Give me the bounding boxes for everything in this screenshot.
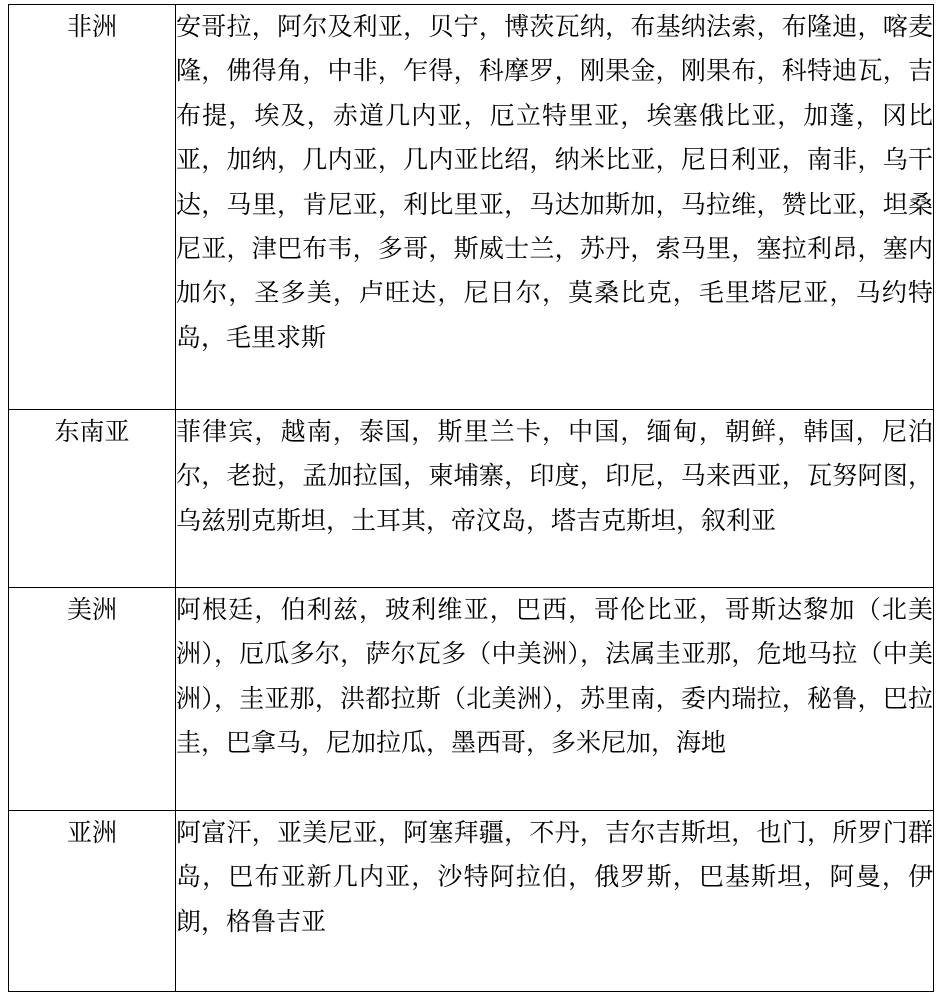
table-row (9, 5, 934, 410)
country-list-cell: 菲律宾，越南，泰国，斯里兰卡，中国，缅甸，朝鲜，韩国，尼泊尔，老挝，孟加拉国，柬埔寨，印度，印尼，马来西亚，瓦努阿图，乌兹别克斯坦，土耳其，帝汶岛，塔吉克斯坦，叙利亚 (176, 410, 934, 588)
country-list-cell: 阿富汗，亚美尼亚，阿塞拜疆，不丹，吉尔吉斯坦，也门，所罗门群岛，巴布亚新几内亚，沙特阿拉伯，俄罗斯，巴基斯坦，阿曼，伊朗，格鲁吉亚 (176, 811, 934, 992)
country-list-cell: 阿根廷，伯利兹，玻利维亚，巴西，哥伦比亚，哥斯达黎加（北美洲），厄瓜多尔，萨尔瓦多（中美洲），法属圭亚那，危地马拉（中美洲），圭亚那，洪都拉斯（北美洲），苏里南，委内瑞拉，秘鲁，巴拉圭，巴拿马，尼加拉瓜，墨西哥，多米尼加，海地 (176, 588, 934, 811)
region-name-cell: 美洲 (9, 588, 176, 811)
region-name-cell: 亚洲 (9, 811, 176, 992)
region-country-table (8, 4, 934, 992)
region-name-cell: 东南亚 (9, 410, 176, 588)
table-row (9, 410, 934, 588)
country-list-cell: 安哥拉，阿尔及利亚，贝宁，博茨瓦纳，布基纳法索，布隆迪，喀麦隆，佛得角，中非，乍得，科摩罗，刚果金，刚果布，科特迪瓦，吉布提，埃及，赤道几内亚，厄立特里亚，埃塞俄比亚，加蓬，冈比亚，加纳，几内亚，几内亚比绍，纳米比亚，尼日利亚，南非，乌干达，马里，肯尼亚，利比里亚，马达加斯加，马拉维，赞比亚，坦桑尼亚，津巴布韦，多哥，斯威士兰，苏丹，索马里，塞拉利昂，塞内加尔，圣多美，卢旺达，尼日尔，莫桑比克，毛里塔尼亚，马约特岛，毛里求斯 (176, 5, 934, 410)
region-name-cell: 非洲 (9, 5, 176, 410)
table-row (9, 811, 934, 992)
table-row (9, 588, 934, 811)
